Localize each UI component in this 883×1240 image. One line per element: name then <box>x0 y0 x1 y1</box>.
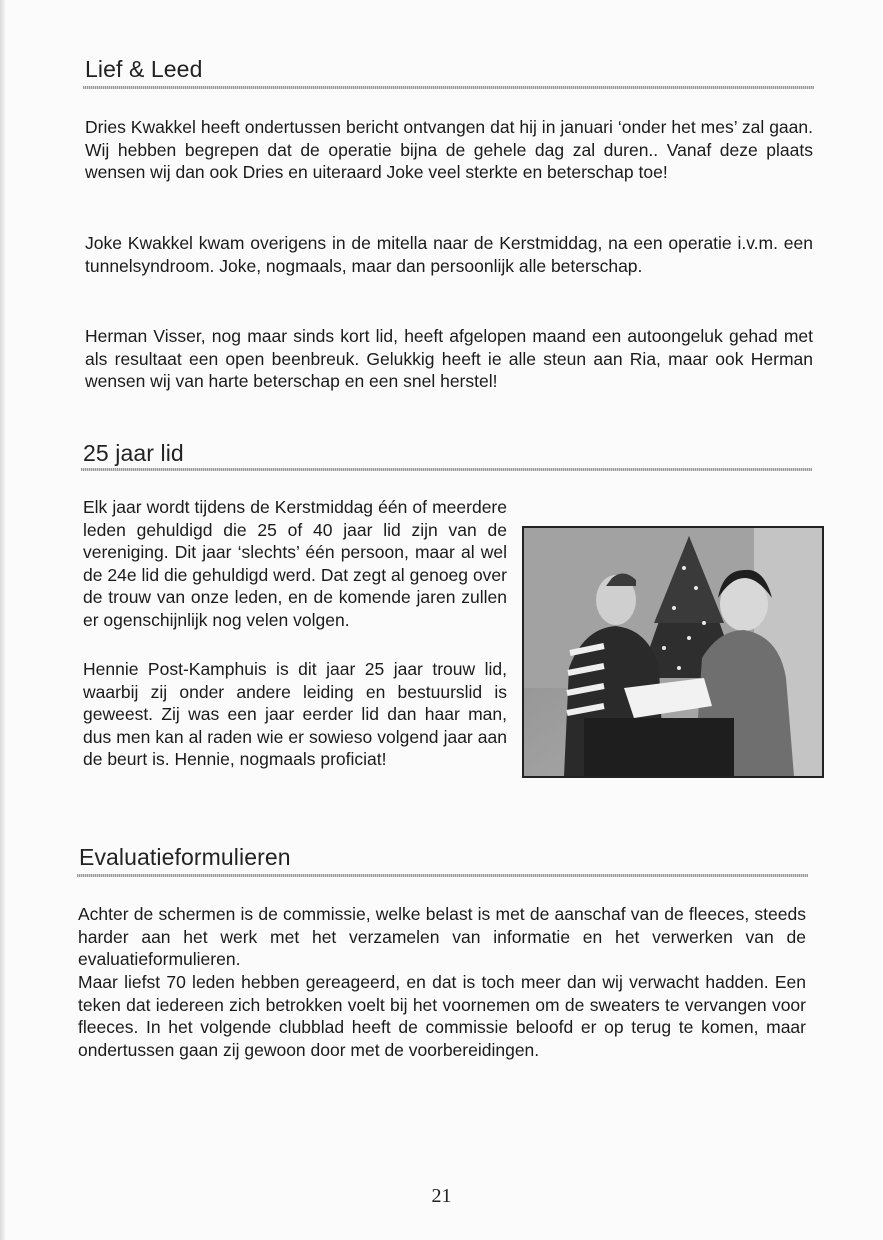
page-number: 21 <box>431 1185 452 1207</box>
page-edge <box>0 0 6 1240</box>
section-heading-evaluatieformulieren: Evaluatieformulieren <box>79 844 291 870</box>
paragraph: Hennie Post-Kamphuis is dit jaar 25 jaar trouw lid, waarbij zij onder andere leiding en bestuurslid is geweest. Zij was een jaar eerder lid dan haar man, dus men kan al raden wie er sowieso volgend jaar aan de beurt is. Hennie, nogmaals proficiat! <box>83 659 507 769</box>
paragraph: Herman Visser, nog maar sinds kort lid, heeft afgelopen maand een autoongeluk gehad met als resultaat een open beenbreuk. Gelukkig heeft ie alle steun aan Ria, maar ook Herman wensen wij van harte beterschap en een snel herstel! <box>85 326 813 391</box>
paragraph: Achter de schermen is de commissie, welke belast is met de aanschaf van de fleeces, steeds harder aan het werk met het verzamelen van informatie en het verwerken van de evaluatieformulieren. <box>78 904 806 969</box>
paragraph: Joke Kwakkel kwam overigens in de mitella naar de Kerstmiddag, na een operatie i.v.m. een tunnelsyndroom. Joke, nogmaals, maar dan persoonlijk alle beterschap. <box>85 233 813 276</box>
photo-image <box>524 528 822 776</box>
section-rule <box>81 468 812 471</box>
section-rule <box>83 86 814 89</box>
paragraph: Maar liefst 70 leden hebben gereageerd, en dat is toch meer dan wij verwacht hadden. Een teken dat iedereen zich betrokken voelt bij het voornemen om de sweaters te vervangen voor fleeces. In het volgende clubblad heeft de commissie beloofd er op terug te komen, maar ondertussen gaan zij gewoon door met de voorbereidingen. <box>78 972 806 1060</box>
section-heading-lief-leed: Lief & Leed <box>85 56 203 82</box>
section-rule <box>77 874 808 877</box>
paragraph: Dries Kwakkel heeft ondertussen bericht ontvangen dat hij in januari ‘onder het mes’ zal gaan. Wij hebben begrepen dat de operatie bijna de gehele dag zal duren.. Vanaf deze plaats wensen wij dan ook Dries en uiteraard Joke veel sterkte en beterschap toe! <box>85 117 813 182</box>
photo-anniversary-ceremony <box>522 526 824 778</box>
paragraph: Elk jaar wordt tijdens de Kerstmiddag één of meerdere leden gehuldigd die 25 of 40 jaar lid zijn van de vereniging. Dit jaar ‘slechts’ één persoon, maar al wel de 24e lid die gehuldigd werd. Dat zegt al genoeg over de trouw van onze leden, en de komende jaren zullen er ogenschijnlijk nog velen volgen. <box>83 497 507 630</box>
section-heading-25-jaar-lid: 25 jaar lid <box>83 440 184 466</box>
